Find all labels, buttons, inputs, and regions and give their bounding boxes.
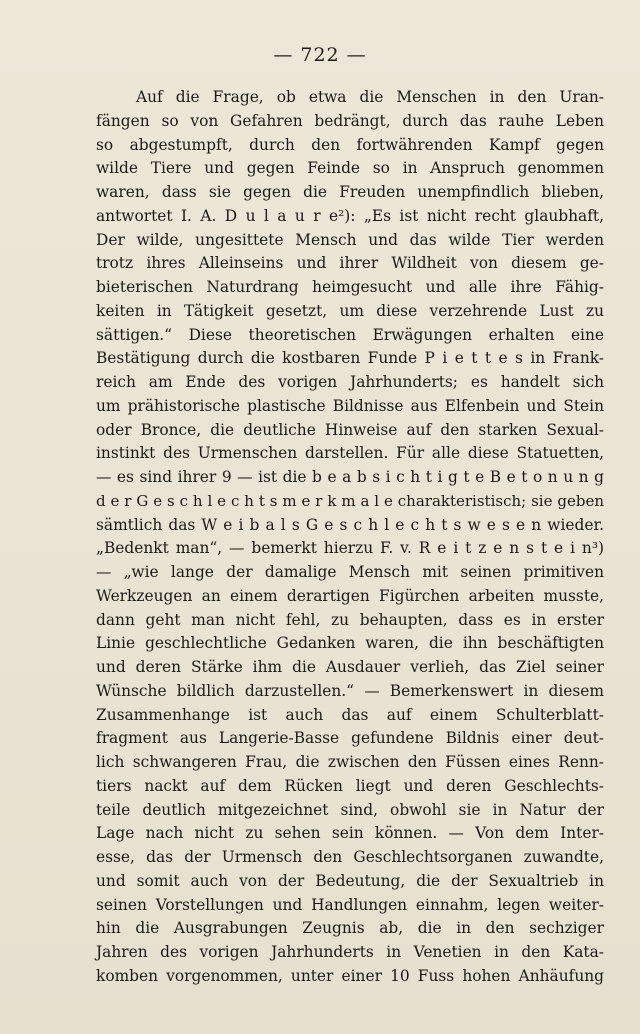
text-line: antwortet I. A. D u l a u r e²): „Es ist nicht recht glaubhaft, — [96, 206, 604, 225]
text-line: keiten in Tätigkeit gesetzt, um diese verzehrende Lust zu — [96, 301, 604, 320]
text-line: oder Bronce, die deutliche Hinweise auf den starken Sexual- — [96, 420, 604, 439]
text-line: seinen Vorstellungen und Handlungen einnahm, legen weiter- — [96, 895, 604, 914]
text-line: lich schwangeren Frau, die zwischen den Füssen eines Renn- — [96, 753, 604, 771]
text-line: Auf die Frage, ob etwa die Menschen in den Uran- — [136, 88, 604, 106]
text-line: trotz ihres Alleinseins und ihrer Wildheit von diesem ge- — [96, 254, 604, 273]
text-line: hin die Ausgrabungen Zeugnis ab, die in den sechziger — [96, 919, 604, 938]
text-line: und deren Stärke ihm die Ausdauer verlieh, das Ziel seiner — [96, 658, 604, 676]
text-line: tiers nackt auf dem Rücken liegt und deren Geschlechts- — [96, 776, 604, 795]
text-line: „Bedenkt man“, — bemerkt hierzu F. v. R e i t z e n s t e i n³) — [96, 539, 604, 558]
text-line: Linie geschlechtliche Gedanken waren, die ihn beschäftigten — [96, 634, 604, 653]
text-line: dann geht man nicht fehl, zu behaupten, dass es in erster — [96, 610, 604, 629]
text-line: so abgestumpft, durch den fortwährenden Kampf gegen — [96, 135, 604, 154]
text-line: fragment aus Langerie-Basse gefundene Bildnis einer deut- — [96, 729, 604, 748]
text-line: — es sind ihrer 9 — ist die b e a b s i c h t i g t e B e t o n u n g — [96, 468, 604, 486]
text-line: um prähistorische plastische Bildnisse aus Elfenbein und Stein — [96, 396, 604, 415]
text-line: esse, das der Urmensch den Geschlechtsorganen zuwandte, — [96, 848, 604, 866]
text-line: wilde Tiere und gegen Feinde so in Anspruch genommen — [96, 159, 604, 178]
text-line: Jahren des vorigen Jahrhunderts in Venetien in den Kata- — [96, 943, 604, 961]
text-line: waren, dass sie gegen die Freuden unempfindlich blieben, — [96, 183, 604, 201]
text-line: d e r G e s c h l e c h t s m e r k m a l e charakteristisch; sie geben — [96, 491, 604, 510]
text-line: sättigen.“ Diese theoretischen Erwägungen erhalten eine — [96, 325, 604, 344]
body-text — [96, 86, 604, 989]
text-line: Der wilde, ungesittete Mensch und das wilde Tier werden — [96, 230, 604, 249]
page-number: — 722 — — [273, 44, 367, 66]
text-line: bieterischen Naturdrang heimgesucht und alle ihre Fähig- — [96, 278, 604, 296]
text-line: Lage nach nicht zu sehen sein können. — Von dem Inter- — [96, 824, 604, 843]
text-line: Werkzeugen an einem derartigen Figürchen arbeiten musste, — [96, 586, 604, 605]
text-line: reich am Ende des vorigen Jahrhunderts; es handelt sich — [96, 373, 604, 391]
text-line: und somit auch von der Bedeutung, die der Sexualtrieb in — [96, 871, 604, 890]
text-line: fängen so von Gefahren bedrängt, durch das rauhe Leben — [96, 111, 604, 130]
text-line: teile deutlich mitgezeichnet sind, obwohl sie in Natur der — [96, 800, 604, 819]
text-line: Wünsche bildlich darzustellen.“ — Bemerkenswert in diesem — [96, 681, 604, 700]
text-line: komben vorgenommen, unter einer 10 Fuss hohen Anhäufung — [96, 966, 604, 985]
text-line: Bestätigung durch die kostbaren Funde P i e t t e s in Frank- — [96, 349, 604, 368]
text-line: sämtlich das W e i b a l s G e s c h l e c h t s w e s e n wieder. — [96, 515, 604, 534]
text-line: — „wie lange der damalige Mensch mit seinen primitiven — [96, 563, 604, 581]
text-line: instinkt des Urmenschen darstellen. Für alle diese Statuetten, — [96, 444, 604, 463]
text-line: Zusammenhange ist auch das auf einem Schulterblatt- — [96, 705, 604, 724]
